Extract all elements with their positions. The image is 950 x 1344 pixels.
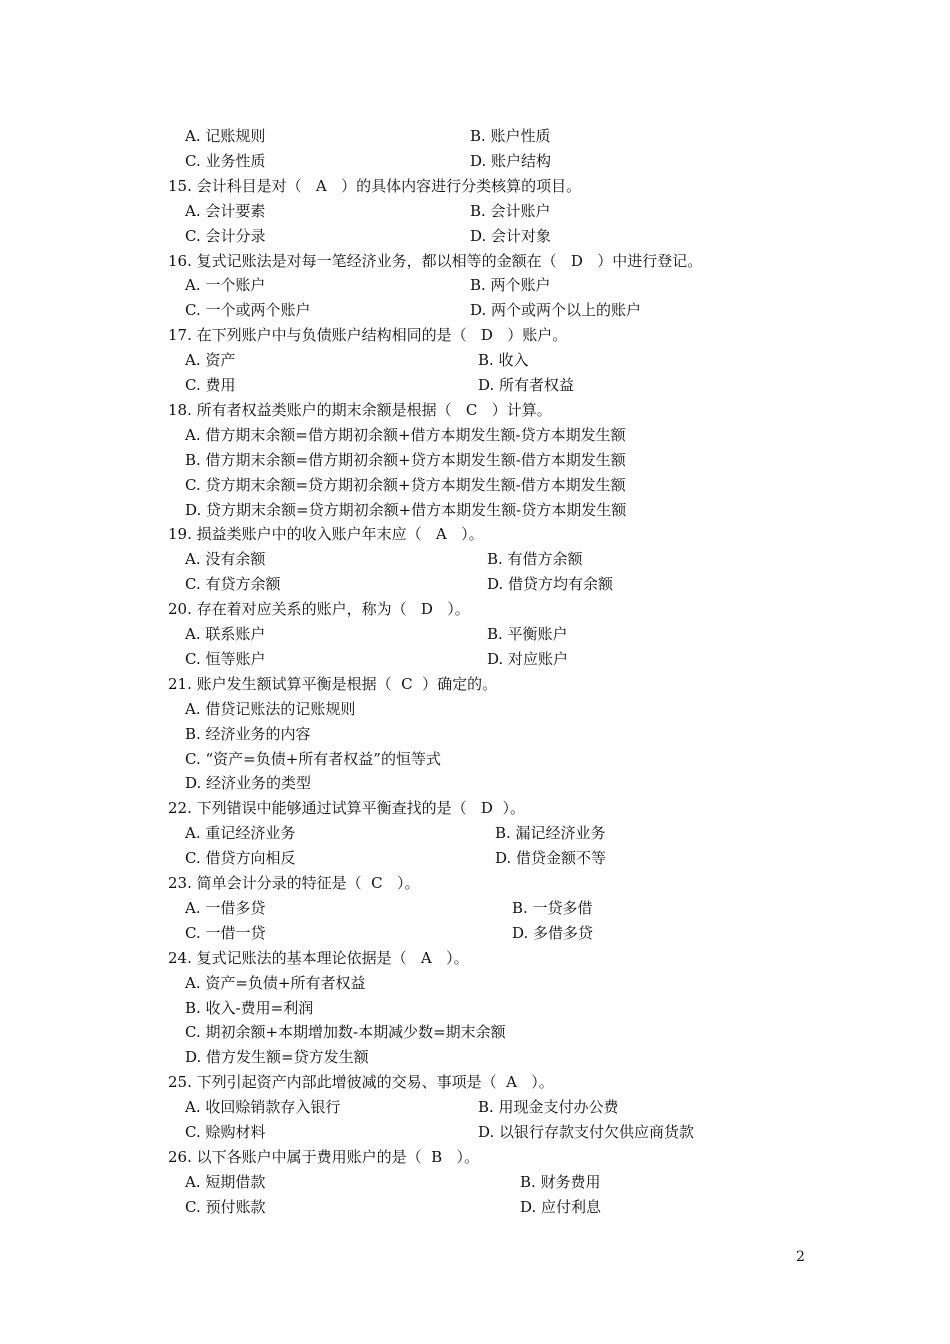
- answer-option: D. 借贷金额不等: [495, 849, 607, 867]
- answer-option: C. 赊购材料: [185, 1123, 266, 1141]
- answer-option: C. 期初余额+本期增加数-本期减少数=期末余额: [185, 1023, 506, 1041]
- answer-option: B. 收入: [478, 351, 529, 369]
- answer-option: D. 所有者权益: [478, 376, 575, 394]
- answer-option: B. 有借方余额: [487, 550, 583, 568]
- question-text: 17. 在下列账户中与负债账户结构相同的是（ D ）账户。: [168, 326, 568, 344]
- question-text: 26. 以下各账户中属于费用账户的是（ B ）。: [168, 1148, 479, 1166]
- answer-option: D. 以银行存款支付欠供应商货款: [478, 1123, 695, 1141]
- answer-option: B. 会计账户: [470, 202, 551, 220]
- answer-option: D. 多借多贷: [512, 924, 594, 942]
- answer-option: A. 一借多贷: [185, 899, 266, 917]
- question-text: 21. 账户发生额试算平衡是根据（ C ）确定的。: [168, 675, 498, 693]
- answer-option: B. 漏记经济业务: [495, 824, 606, 842]
- answer-option: C. 恒等账户: [185, 650, 266, 668]
- answer-option: D. 借方发生额=贷方发生额: [185, 1048, 369, 1066]
- answer-option: B. 用现金支付办公费: [478, 1098, 619, 1116]
- answer-option: D. 账户结构: [470, 152, 552, 170]
- answer-option: A. 收回赊销款存入银行: [185, 1098, 341, 1116]
- answer-option: D. 借贷方均有余额: [487, 575, 614, 593]
- answer-option: C. 贷方期末余额=贷方期初余额+贷方本期发生额-借方本期发生额: [185, 476, 626, 494]
- answer-option: D. 两个或两个以上的账户: [470, 301, 642, 319]
- question-text: 24. 复式记账法的基本理论依据是（ A ）。: [168, 949, 469, 967]
- answer-option: C. 业务性质: [185, 152, 266, 170]
- answer-option: C. 有贷方余额: [185, 575, 281, 593]
- answer-option: A. 没有余额: [185, 550, 266, 568]
- answer-option: D. 贷方期末余额=贷方期初余额+借方本期发生额-贷方本期发生额: [185, 501, 627, 519]
- answer-option: A. 借贷记账法的记账规则: [185, 700, 356, 718]
- question-text: 18. 所有者权益类账户的期末余额是根据（ C ）计算。: [168, 401, 552, 419]
- answer-option: C. 借贷方向相反: [185, 849, 296, 867]
- answer-option: C. “资产=负债+所有者权益”的恒等式: [185, 750, 441, 768]
- answer-option: C. 费用: [185, 376, 236, 394]
- answer-option: D. 应付利息: [520, 1198, 602, 1216]
- answer-option: B. 经济业务的内容: [185, 725, 311, 743]
- question-text: 16. 复式记账法是对每一笔经济业务，都以相等的金额在（ D ）中进行登记。: [168, 252, 703, 270]
- answer-option: A. 资产=负债+所有者权益: [185, 974, 366, 992]
- answer-option: A. 重记经济业务: [185, 824, 296, 842]
- answer-option: B. 账户性质: [470, 127, 551, 145]
- question-text: 25. 下列引起资产内部此增彼减的交易、事项是（ A ）。: [168, 1073, 554, 1091]
- answer-option: A. 短期借款: [185, 1173, 266, 1191]
- answer-option: A. 一个账户: [185, 276, 266, 294]
- question-text: 19. 损益类账户中的收入账户年末应（ A ）。: [168, 525, 484, 543]
- answer-option: D. 会计对象: [470, 227, 552, 245]
- answer-option: B. 财务费用: [520, 1173, 601, 1191]
- answer-option: A. 资产: [185, 351, 236, 369]
- answer-option: D. 对应账户: [487, 650, 569, 668]
- answer-option: A. 联系账户: [185, 625, 266, 643]
- answer-option: C. 预付账款: [185, 1198, 266, 1216]
- answer-option: A. 记账规则: [185, 127, 266, 145]
- question-text: 15. 会计科目是对（ A ）的具体内容进行分类核算的项目。: [168, 177, 582, 195]
- answer-option: A. 借方期末余额=借方期初余额+借方本期发生额-贷方本期发生额: [185, 426, 626, 444]
- question-text: 22. 下列错误中能够通过试算平衡查找的是（ D ）。: [168, 799, 525, 817]
- question-text: 20. 存在着对应关系的账户，称为（ D ）。: [168, 600, 470, 618]
- answer-option: B. 一贷多借: [512, 899, 593, 917]
- answer-option: B. 平衡账户: [487, 625, 568, 643]
- answer-option: A. 会计要素: [185, 202, 266, 220]
- answer-option: B. 两个账户: [470, 276, 551, 294]
- answer-option: C. 一个或两个账户: [185, 301, 311, 319]
- page-number: 2: [796, 1249, 805, 1265]
- answer-option: D. 经济业务的类型: [185, 774, 312, 792]
- question-text: 23. 简单会计分录的特征是（ C ）。: [168, 874, 420, 892]
- answer-option: B. 收入-费用=利润: [185, 999, 314, 1017]
- answer-option: B. 借方期末余额=借方期初余额+贷方本期发生额-借方本期发生额: [185, 451, 626, 469]
- answer-option: C. 会计分录: [185, 227, 266, 245]
- answer-option: C. 一借一贷: [185, 924, 266, 942]
